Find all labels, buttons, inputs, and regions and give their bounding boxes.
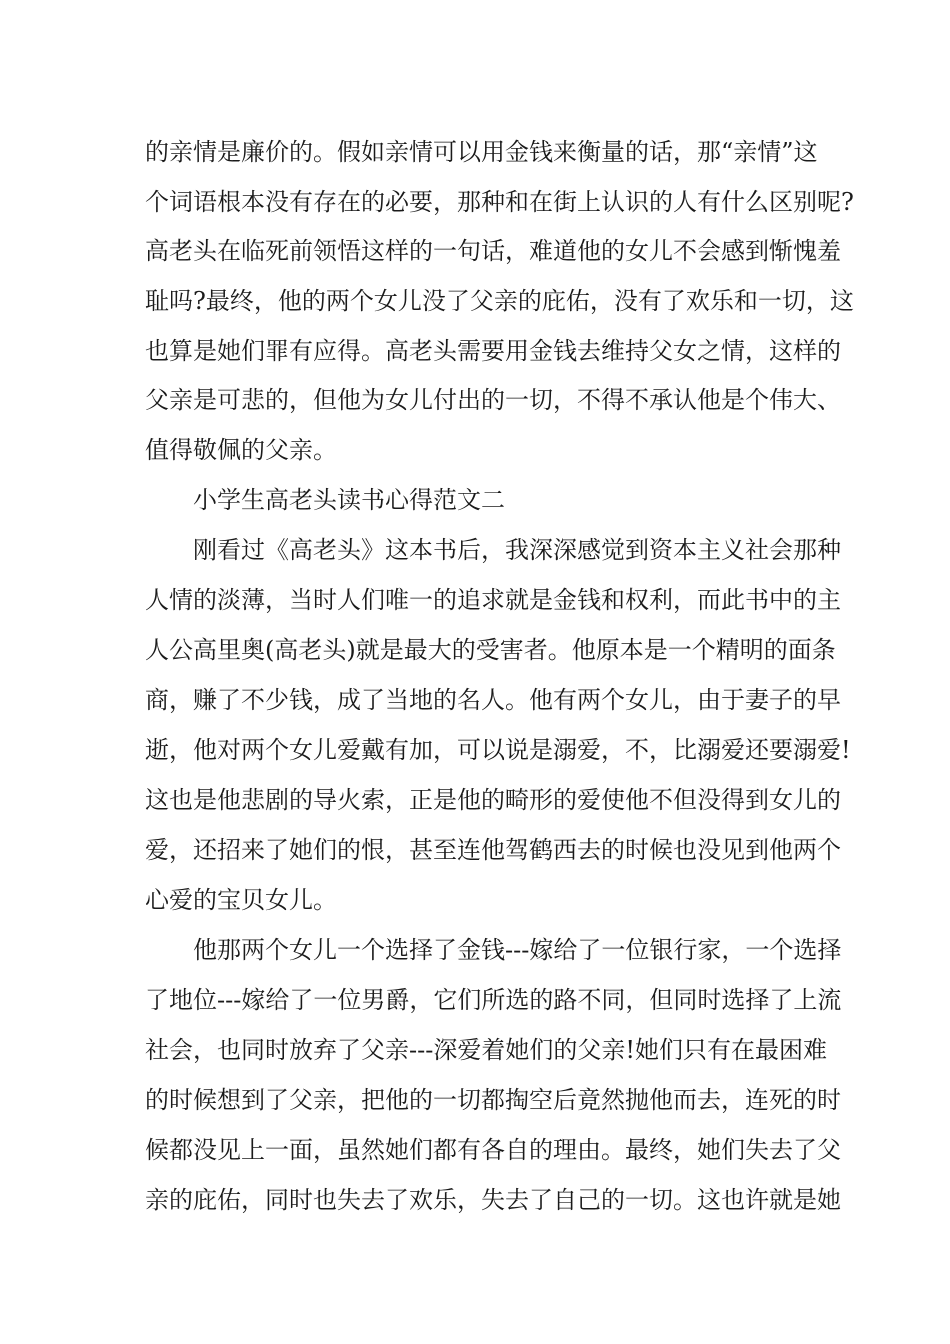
text-line: 亲的庇佑，同时也失去了欢乐，失去了自己的一切。这也许就是她 <box>145 1186 841 1214</box>
text-line: 心爱的宝贝女儿。 <box>145 886 337 914</box>
text-line: 父亲是可悲的，但他为女儿付出的一切，不得不承认他是个伟大、 <box>145 386 841 414</box>
text-line: 的亲情是廉价的。假如亲情可以用金钱来衡量的话，那“亲情”这 <box>145 138 818 166</box>
text-line: 的时候想到了父亲，把他的一切都掏空后竟然抛他而去，连死的时 <box>145 1086 841 1114</box>
text-line: 逝，他对两个女儿爱戴有加，可以说是溺爱，不，比溺爱还要溺爱! <box>145 736 851 764</box>
text-line: 社会，也同时放弃了父亲---深爱着她们的父亲!她们只有在最困难 <box>145 1036 827 1064</box>
text-line: 值得敬佩的父亲。 <box>145 436 337 464</box>
text-line: 刚看过《高老头》这本书后，我深深感觉到资本主义社会那种 <box>193 536 841 564</box>
text-line: 个词语根本没有存在的必要，那种和在街上认识的人有什么区别呢? <box>145 188 854 216</box>
text-line: 人情的淡薄，当时人们唯一的追求就是金钱和权利，而此书中的主 <box>145 586 841 614</box>
text-line: 商，赚了不少钱，成了当地的名人。他有两个女儿，由于妻子的早 <box>145 686 841 714</box>
text-line: 爱，还招来了她们的恨，甚至连他驾鹤西去的时候也没见到他两个 <box>145 836 841 864</box>
text-line: 高老头在临死前领悟这样的一句话，难道他的女儿不会感到惭愧羞 <box>145 237 841 265</box>
text-line: 耻吗?最终，他的两个女儿没了父亲的庇佑，没有了欢乐和一切，这 <box>145 287 854 315</box>
text-line: 他那两个女儿一个选择了金钱---嫁给了一位银行家，一个选择 <box>193 936 842 964</box>
section-heading: 小学生高老头读书心得范文二 <box>193 486 505 514</box>
text-line: 候都没见上一面，虽然她们都有各自的理由。最终，她们失去了父 <box>145 1136 841 1164</box>
text-line: 这也是他悲剧的导火索，正是他的畸形的爱使他不但没得到女儿的 <box>145 786 841 814</box>
text-line: 了地位---嫁给了一位男爵，它们所选的路不同，但同时选择了上流 <box>145 986 842 1014</box>
text-line: 也算是她们罪有应得。高老头需要用金钱去维持父女之情，这样的 <box>145 337 841 365</box>
text-line: 人公高里奥(高老头)就是最大的受害者。他原本是一个精明的面条 <box>145 636 836 664</box>
